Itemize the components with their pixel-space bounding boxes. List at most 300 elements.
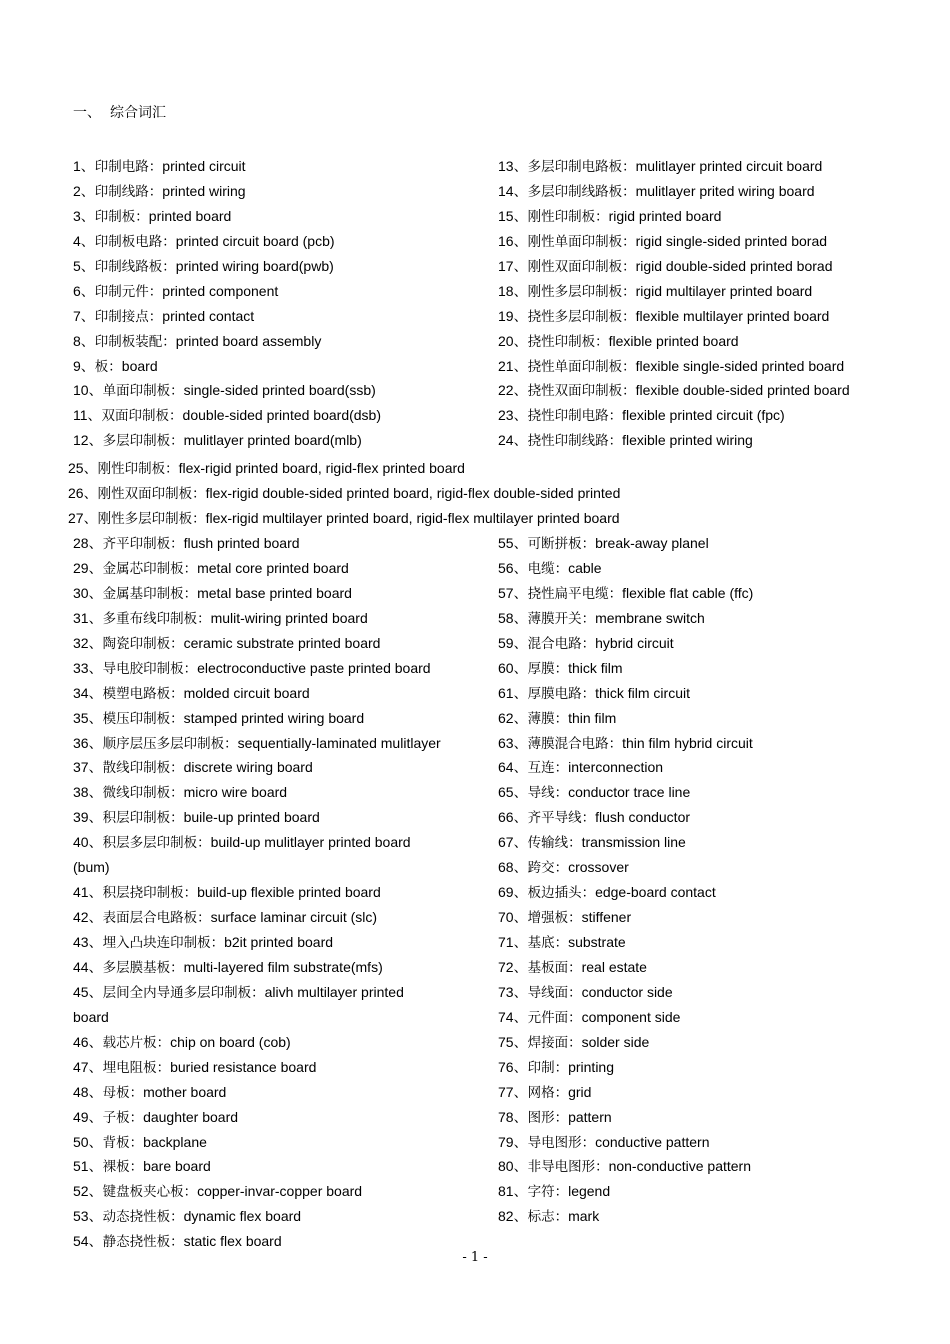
entry-english-term: conductor side: [581, 983, 673, 1000]
entry-chinese-term: 刚性单面印制板：: [527, 233, 636, 250]
entry-chinese-term: 挠性双面印制板：: [527, 383, 636, 400]
entry-number: 46、: [73, 1033, 103, 1050]
entry-chinese-term: 导电胶印制板：: [102, 660, 198, 677]
glossary-entry: [73, 557, 493, 582]
entry-chinese-term: 非导电图形：: [527, 1159, 609, 1176]
entry-number: 4、: [73, 232, 95, 249]
entry-number: 7、: [73, 307, 95, 324]
glossary-entry: [498, 881, 918, 906]
entry-english-term: rigid printed board: [608, 207, 722, 224]
glossary-entry: [73, 906, 493, 931]
glossary-entry: [498, 532, 918, 557]
entry-english-term: molded circuit board: [183, 684, 310, 701]
glossary-entry: [498, 1106, 918, 1131]
glossary-column-left-top: [73, 155, 493, 454]
entry-chinese-term: 埋电阻板：: [102, 1059, 171, 1076]
entry-english-term: flexible flat cable (ffc): [622, 584, 754, 601]
entry-english-term: printed component: [162, 282, 279, 299]
glossary-entry: [73, 280, 493, 305]
glossary-entry: [498, 1205, 918, 1230]
entry-chinese-term: 印制线路：: [94, 183, 163, 200]
entry-chinese-term: 导电图形：: [527, 1134, 596, 1151]
entry-chinese-term: 多重布线印制板：: [102, 610, 211, 627]
glossary-column-right-top: [498, 155, 918, 454]
entry-number: 20、: [498, 332, 528, 349]
entry-number: 48、: [73, 1083, 103, 1100]
entry-chinese-term: 薄膜开关：: [527, 610, 596, 627]
glossary-entry: [498, 607, 918, 632]
entry-english-term: backplane: [143, 1133, 207, 1150]
entry-english-term: thick film circuit: [595, 684, 690, 701]
entry-english-term: flexible double-sided printed board: [635, 382, 850, 399]
glossary-entry: [498, 856, 918, 881]
entry-number: 37、: [73, 759, 103, 776]
entry-english-term: micro wire board: [183, 784, 288, 801]
entry-chinese-term: 印制电路：: [94, 159, 163, 175]
entry-chinese-term: 多层印制板：: [102, 433, 184, 450]
entry-chinese-term: 印制板：: [94, 208, 149, 225]
glossary-entry: [73, 379, 493, 404]
entry-english-term: printed board: [148, 207, 232, 224]
glossary-entry: [73, 205, 493, 230]
entry-chinese-term: 积层挠印制板：: [102, 885, 198, 902]
glossary-entry: [73, 1031, 493, 1056]
glossary-entry: [68, 457, 928, 482]
entry-chinese-term: 印制板装配：: [94, 333, 176, 350]
entry-number: 54、: [73, 1233, 103, 1250]
entry-chinese-term: 互连：: [527, 760, 569, 777]
entry-english-term: alivh multilayer printed: [264, 983, 404, 1000]
glossary-entry: [73, 582, 493, 607]
glossary-entry: [498, 205, 918, 230]
entry-english-term: rigid double-sided printed borad: [635, 257, 833, 274]
entry-number: 41、: [73, 884, 103, 901]
glossary-entry: [68, 482, 928, 507]
term-continuation: (bum): [73, 859, 110, 876]
entry-english-term: printed contact: [162, 307, 255, 324]
entry-number: 10、: [73, 382, 103, 399]
entry-english-term: flexible multilayer printed board: [635, 307, 830, 324]
entry-english-term: component side: [581, 1008, 681, 1025]
entry-english-term: rigid multilayer printed board: [635, 282, 813, 299]
entry-english-term: conductor trace line: [568, 784, 691, 801]
entry-english-term: chip on board (cob): [170, 1033, 291, 1050]
entry-number: 76、: [498, 1058, 528, 1075]
entry-english-term: b2it printed board: [224, 934, 334, 950]
entry-english-term: mark: [568, 1208, 600, 1225]
entry-number: 18、: [498, 282, 528, 299]
glossary-column-left-bottom: [73, 532, 493, 1255]
glossary-entry: [498, 230, 918, 255]
entry-english-term: copper-invar-copper board: [197, 1183, 363, 1200]
glossary-entry: [73, 1081, 493, 1106]
glossary-entry: [498, 1081, 918, 1106]
entry-number: 40、: [73, 834, 103, 851]
entry-number: 11、: [73, 407, 102, 424]
entry-number: 65、: [498, 784, 528, 801]
entry-chinese-term: 模压印制板：: [102, 710, 184, 727]
entry-english-term: thin film hybrid circuit: [622, 734, 753, 751]
glossary-entry: [498, 657, 918, 682]
entry-english-term: flexible printed wiring: [622, 432, 753, 449]
entry-number: 59、: [498, 634, 528, 651]
entry-chinese-term: 混合电路：: [527, 635, 596, 652]
entry-english-term: board: [121, 357, 158, 374]
entry-chinese-term: 元件面：: [527, 1009, 582, 1026]
glossary-entry: [498, 557, 918, 582]
entry-english-term: build-up flexible printed board: [197, 884, 381, 901]
entry-english-term: printed circuit board (pcb): [175, 232, 335, 249]
entry-chinese-term: 金属芯印制板：: [102, 560, 198, 577]
glossary-entry: [498, 355, 918, 380]
entry-chinese-term: 刚性多层印制板：: [97, 510, 206, 527]
glossary-entry: [73, 756, 493, 781]
entry-number: 13、: [498, 158, 528, 174]
entry-number: 29、: [73, 559, 103, 576]
glossary-entry: [73, 180, 493, 205]
glossary-entry: [68, 507, 928, 532]
glossary-entry: [73, 931, 493, 956]
entry-number: 31、: [73, 609, 103, 626]
glossary-entry: [73, 707, 493, 732]
entry-number: 74、: [498, 1008, 528, 1025]
entry-number: 1、: [73, 158, 95, 174]
page-number: - 1 -: [462, 1250, 488, 1265]
entry-english-term: legend: [568, 1183, 611, 1200]
entry-english-term: discrete wiring board: [183, 759, 313, 776]
entry-chinese-term: 薄膜：: [527, 710, 569, 727]
entry-number: 35、: [73, 709, 103, 726]
glossary-entry: [73, 806, 493, 831]
glossary-entry: [73, 881, 493, 906]
entry-chinese-term: 焊接面：: [527, 1034, 582, 1051]
entry-chinese-term: 印制：: [527, 1059, 569, 1076]
entry-number: 81、: [498, 1183, 528, 1200]
entry-english-term: sequentially-laminated mulitlayer: [237, 734, 441, 751]
entry-english-term: conductive pattern: [595, 1133, 710, 1150]
glossary-entry: [498, 931, 918, 956]
entry-english-term: bare board: [143, 1158, 211, 1175]
entry-number: 19、: [498, 307, 528, 324]
entry-chinese-term: 齐平印制板：: [102, 536, 184, 552]
entry-english-term: hybrid circuit: [595, 634, 674, 651]
entry-english-term: flush conductor: [595, 809, 691, 826]
entry-chinese-term: 散线印制板：: [102, 760, 184, 777]
entry-number: 82、: [498, 1208, 528, 1225]
entry-chinese-term: 增强板：: [527, 910, 582, 927]
glossary-entry: [498, 632, 918, 657]
glossary-entry: [73, 1155, 493, 1180]
glossary-fullwidth-rows: [68, 457, 928, 532]
entry-chinese-term: 键盘板夹心板：: [102, 1184, 198, 1201]
entry-number: 30、: [73, 584, 103, 601]
entry-chinese-term: 跨交：: [527, 860, 569, 877]
entry-number: 49、: [73, 1108, 103, 1125]
entry-number: 24、: [498, 432, 528, 449]
glossary-entry: [498, 1006, 918, 1031]
entry-chinese-term: 刚性印制板：: [97, 461, 179, 477]
section-heading: [73, 102, 166, 122]
entry-chinese-term: 刚性多层印制板：: [527, 283, 636, 300]
glossary-entry: [73, 429, 493, 454]
entry-english-term: printed board assembly: [175, 332, 322, 349]
entry-number: 50、: [73, 1133, 103, 1150]
entry-number: 64、: [498, 759, 528, 776]
entry-english-term: pattern: [568, 1108, 612, 1125]
entry-number: 72、: [498, 958, 528, 975]
entry-number: 60、: [498, 659, 528, 676]
entry-english-term: buried resistance board: [170, 1058, 317, 1075]
glossary-entry: [498, 956, 918, 981]
glossary-entry: [73, 532, 493, 557]
entry-chinese-term: 导线面：: [527, 984, 582, 1001]
entry-english-term: membrane switch: [595, 609, 705, 626]
glossary-entry: [498, 155, 918, 180]
entry-english-term: real estate: [581, 958, 647, 975]
entry-number: 53、: [73, 1208, 103, 1225]
entry-english-term: thin film: [568, 709, 617, 726]
entry-chinese-term: 载芯片板：: [102, 1034, 171, 1051]
glossary-entry: [498, 1131, 918, 1156]
entry-number: 75、: [498, 1033, 528, 1050]
entry-english-term: substrate: [568, 934, 626, 950]
entry-chinese-term: 印制元件：: [94, 283, 163, 300]
entry-english-term: printed wiring: [162, 182, 246, 199]
entry-english-term: flush printed board: [183, 535, 300, 551]
entry-number: 34、: [73, 684, 103, 701]
glossary-entry: [73, 1106, 493, 1131]
entry-number: 52、: [73, 1183, 103, 1200]
entry-number: 55、: [498, 535, 528, 551]
entry-number: 36、: [73, 734, 103, 751]
entry-chinese-term: 积层印制板：: [102, 810, 184, 827]
entry-chinese-term: 子板：: [102, 1109, 144, 1126]
entry-chinese-term: 陶瓷印制板：: [102, 635, 184, 652]
entry-chinese-term: 挠性印制电路：: [527, 408, 623, 425]
glossary-column-right-bottom: [498, 532, 918, 1230]
entry-number: 23、: [498, 407, 528, 424]
entry-chinese-term: 印制线路板：: [94, 258, 176, 275]
entry-english-term: dynamic flex board: [183, 1208, 302, 1225]
entry-number: 33、: [73, 659, 103, 676]
entry-number: 14、: [498, 182, 528, 199]
entry-number: 17、: [498, 257, 528, 274]
entry-english-term: mulitlayer printed board(mlb): [183, 432, 362, 449]
glossary-entry: [498, 429, 918, 454]
entry-number: 47、: [73, 1058, 103, 1075]
entry-number: 3、: [73, 207, 95, 224]
entry-english-term: buile-up printed board: [183, 809, 320, 826]
entry-chinese-term: 单面印制板：: [102, 383, 184, 400]
entry-chinese-term: 标志：: [527, 1209, 569, 1226]
entry-english-term: build-up mulitlayer printed board: [210, 834, 411, 851]
entry-english-term: metal core printed board: [197, 559, 349, 576]
entry-number: 44、: [73, 958, 103, 975]
entry-english-term: flexible printed board: [608, 332, 739, 349]
entry-chinese-term: 薄膜混合电路：: [527, 735, 623, 752]
entry-number: 62、: [498, 709, 528, 726]
entry-english-term: double-sided printed board(dsb): [182, 407, 382, 424]
entry-chinese-term: 多层印制电路板：: [527, 159, 636, 175]
entry-number: 61、: [498, 684, 528, 701]
entry-chinese-term: 微线印制板：: [102, 785, 184, 802]
entry-number: 26、: [68, 484, 98, 501]
entry-english-term: metal base printed board: [197, 584, 352, 601]
entry-number: 21、: [498, 357, 528, 374]
entry-english-term: printed wiring board(pwb): [175, 257, 334, 274]
entry-chinese-term: 齐平导线：: [527, 810, 596, 827]
entry-chinese-term: 刚性印制板：: [527, 208, 609, 225]
entry-chinese-term: 板：: [94, 358, 122, 375]
glossary-entry: [73, 607, 493, 632]
glossary-entry: [73, 682, 493, 707]
entry-chinese-term: 印制接点：: [94, 308, 163, 325]
glossary-entry: [73, 981, 493, 1006]
entry-chinese-term: 传输线：: [527, 835, 582, 852]
entry-chinese-term: 顺序层压多层印制板：: [102, 735, 238, 752]
entry-chinese-term: 字符：: [527, 1184, 569, 1201]
entry-english-term: edge-board contact: [595, 884, 716, 901]
entry-chinese-term: 静态挠性板：: [102, 1234, 184, 1251]
entry-english-term: mulitlayer printed circuit board: [635, 158, 823, 174]
entry-number: 28、: [73, 535, 103, 551]
entry-number: 38、: [73, 784, 103, 801]
entry-number: 67、: [498, 834, 528, 851]
entry-chinese-term: 挠性印制板：: [527, 333, 609, 350]
entry-chinese-term: 电缆：: [527, 560, 569, 577]
glossary-entry: [498, 180, 918, 205]
entry-chinese-term: 层间全内导通多层印制板：: [102, 984, 265, 1001]
entry-chinese-term: 基板面：: [527, 959, 582, 976]
entry-number: 56、: [498, 559, 528, 576]
entry-chinese-term: 动态挠性板：: [102, 1209, 184, 1226]
glossary-entry: [73, 255, 493, 280]
entry-english-term: electroconductive paste printed board: [197, 659, 431, 676]
entry-number: 15、: [498, 207, 528, 224]
entry-number: 66、: [498, 809, 528, 826]
entry-number: 68、: [498, 859, 528, 876]
entry-number: 78、: [498, 1108, 528, 1125]
term-continuation: board: [73, 1008, 109, 1025]
glossary-entry: [498, 280, 918, 305]
entry-chinese-term: 积层多层印制板：: [102, 835, 211, 852]
entry-english-term: flexible printed circuit (fpc): [622, 407, 785, 424]
entry-english-term: flex-rigid double-sided printed board, rigid-flex double-sided printed: [205, 484, 621, 501]
section-number: 一、: [73, 105, 101, 121]
entry-english-term: stiffener: [581, 909, 632, 926]
entry-chinese-term: 刚性双面印制板：: [97, 485, 206, 502]
entry-number: 69、: [498, 884, 528, 901]
glossary-entry: [73, 1056, 493, 1081]
glossary-entry: [498, 732, 918, 757]
entry-number: 63、: [498, 734, 528, 751]
glossary-entry: [73, 732, 493, 757]
entry-english-term: grid: [568, 1083, 592, 1100]
entry-english-term: surface laminar circuit (slc): [210, 909, 378, 926]
entry-english-term: rigid single-sided printed borad: [635, 232, 828, 249]
glossary-entry: [498, 981, 918, 1006]
entry-chinese-term: 印制板电路：: [94, 233, 176, 250]
entry-english-term: flexible single-sided printed board: [635, 357, 845, 374]
entry-english-term: daughter board: [143, 1108, 239, 1125]
entry-chinese-term: 挠性单面印制板：: [527, 358, 636, 375]
entry-chinese-term: 挠性扁平电缆：: [527, 585, 623, 602]
entry-chinese-term: 埋入凸块连印制板：: [102, 935, 225, 951]
entry-english-term: cable: [568, 559, 602, 576]
entry-chinese-term: 刚性双面印制板：: [527, 258, 636, 275]
glossary-entry: [73, 155, 493, 180]
entry-chinese-term: 模塑电路板：: [102, 685, 184, 702]
glossary-entry: [498, 756, 918, 781]
entry-number: 22、: [498, 382, 528, 399]
entry-english-term: flex-rigid multilayer printed board, rigid-flex multilayer printed board: [205, 509, 620, 526]
entry-english-term: non-conductive pattern: [608, 1158, 752, 1175]
glossary-entry: [498, 707, 918, 732]
entry-chinese-term: 板边插头：: [527, 885, 596, 902]
glossary-entry: [73, 1131, 493, 1156]
entry-english-term: single-sided printed board(ssb): [183, 382, 376, 399]
entry-chinese-term: 可断拼板：: [527, 536, 596, 552]
entry-chinese-term: 裸板：: [102, 1159, 144, 1176]
entry-number: 43、: [73, 934, 103, 950]
glossary-entry: [498, 806, 918, 831]
glossary-entry: [73, 404, 493, 429]
entry-chinese-term: 厚膜：: [527, 660, 569, 677]
entry-number: 12、: [73, 432, 103, 449]
glossary-entry: [498, 831, 918, 856]
entry-number: 2、: [73, 182, 95, 199]
entry-number: 58、: [498, 609, 528, 626]
glossary-entry: [73, 330, 493, 355]
entry-english-term: mulitlayer prited wiring board: [635, 182, 815, 199]
glossary-entry: [73, 230, 493, 255]
entry-number: 27、: [68, 509, 98, 526]
glossary-entry: [498, 781, 918, 806]
entry-english-term: printed circuit: [162, 158, 246, 174]
entry-english-term: solder side: [581, 1033, 650, 1050]
entry-number: 9、: [73, 357, 95, 374]
glossary-entry: [73, 956, 493, 981]
glossary-entry: [498, 330, 918, 355]
entry-english-term: printing: [568, 1058, 614, 1075]
glossary-entry: [498, 305, 918, 330]
entry-chinese-term: 图形：: [527, 1109, 569, 1126]
entry-english-term: interconnection: [568, 759, 664, 776]
entry-english-term: thick film: [568, 659, 623, 676]
entry-chinese-term: 基底：: [527, 935, 569, 951]
glossary-entry: [73, 831, 493, 856]
glossary-entry: [498, 1031, 918, 1056]
glossary-entry: [498, 1180, 918, 1205]
glossary-entry: [498, 582, 918, 607]
entry-chinese-term: 表面层合电路板：: [102, 910, 211, 927]
glossary-entry: [73, 657, 493, 682]
glossary-entry: [498, 404, 918, 429]
glossary-entry: [73, 305, 493, 330]
glossary-entry: [73, 1180, 493, 1205]
entry-number: 51、: [73, 1158, 103, 1175]
entry-chinese-term: 导线：: [527, 785, 569, 802]
glossary-entry: [498, 1155, 918, 1180]
entry-english-term: multi-layered film substrate(mfs): [183, 958, 383, 975]
entry-chinese-term: 多层印制线路板：: [527, 183, 636, 200]
glossary-entry: [498, 379, 918, 404]
entry-chinese-term: 背板：: [102, 1134, 144, 1151]
glossary-entry: [73, 632, 493, 657]
entry-number: 25、: [68, 460, 98, 476]
glossary-entry: [73, 1205, 493, 1230]
entry-number: 57、: [498, 584, 528, 601]
